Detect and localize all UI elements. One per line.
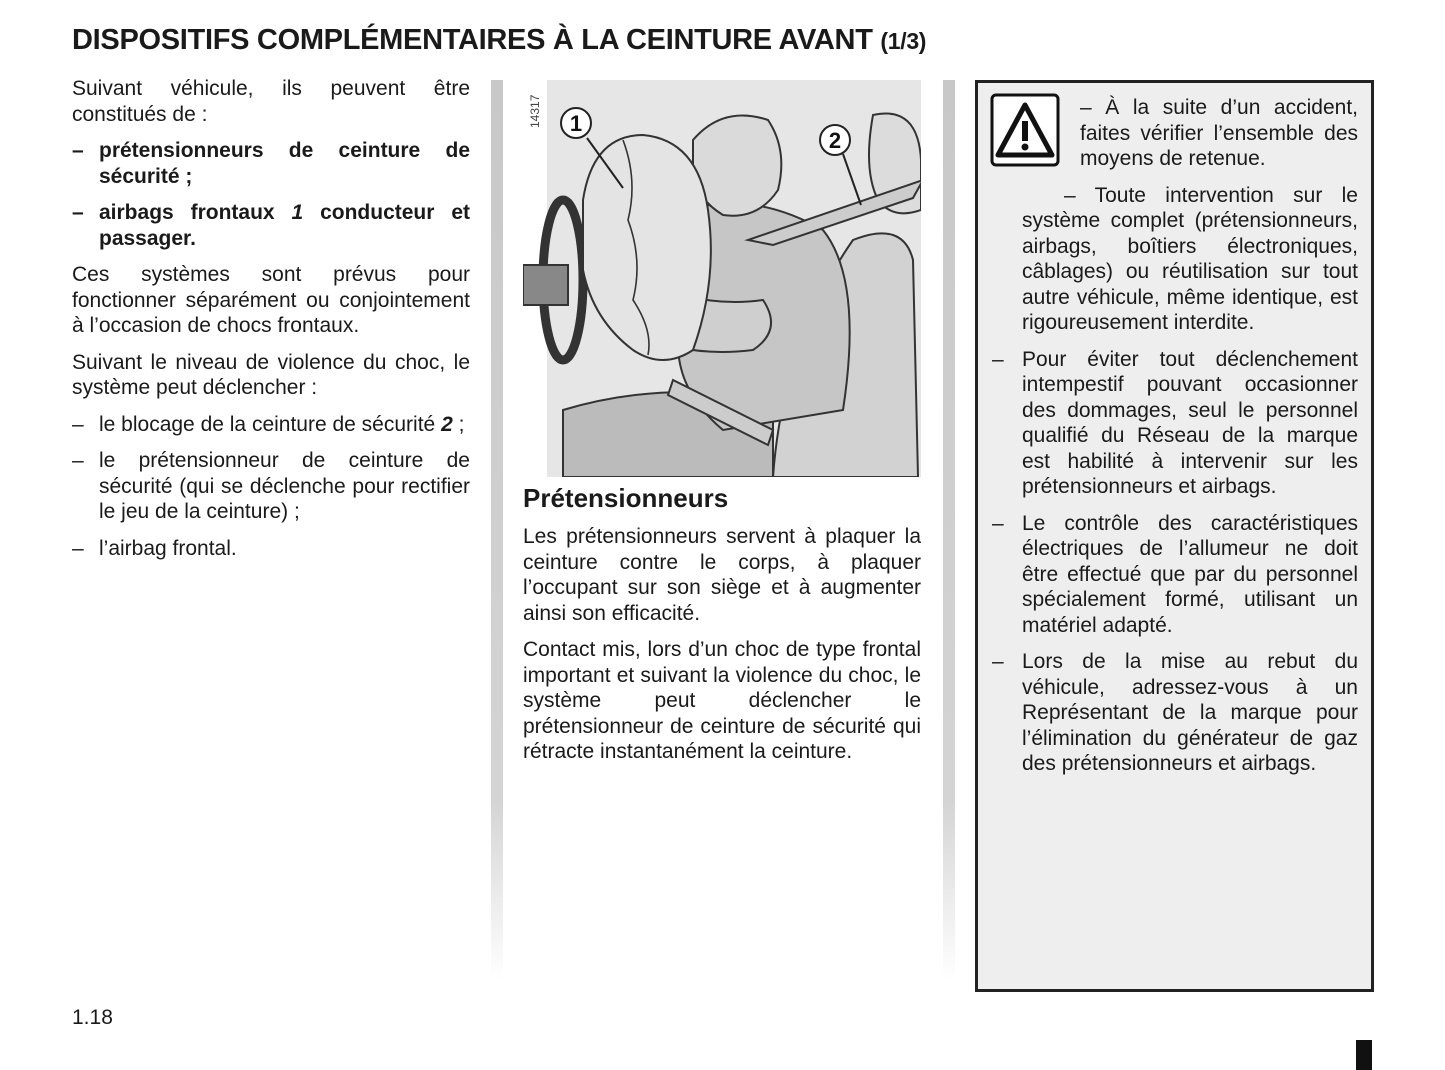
callout-1-label: 1 bbox=[569, 111, 583, 136]
list-item bbox=[72, 138, 470, 189]
list-item-text: Le contrôle des caractéristiques électriques de l’allumeur ne doit être effectué que par du personnel spécialement formé, utilisant un matériel adapté. bbox=[1022, 511, 1358, 637]
page-title bbox=[72, 24, 926, 57]
body-paragraph: Contact mis, lors d’un choc de type frontal important et suivant la violence du choc, le système peut déclencher le prétensionneur de ceinture de sécurité qui rétracte instantanément la ceinture. bbox=[523, 638, 921, 763]
warning-list bbox=[992, 347, 1358, 777]
column-divider bbox=[943, 80, 955, 980]
list-item-text: airbags frontaux bbox=[99, 201, 292, 224]
section-heading: Prétensionneurs bbox=[523, 483, 729, 513]
dash-marker: – bbox=[72, 536, 84, 560]
list-item-text: Lors de la mise au rebut du véhicule, adressez-vous à un Représentant de la marque pour l’élimination du générateur de gaz des prétensionneurs et airbags. bbox=[1022, 650, 1358, 775]
figure-ref-code: 14317 bbox=[528, 94, 542, 128]
list-item bbox=[72, 536, 470, 562]
list-item bbox=[992, 511, 1358, 639]
list-item-text: le prétensionneur de ceinture de sécurité (qui se déclenche pour rectifier le jeu de la ceinture) ; bbox=[99, 449, 470, 523]
list-item bbox=[72, 448, 470, 525]
title-page-indicator: (1/3) bbox=[880, 28, 927, 54]
warning-paragraph: – À la suite d’un accident, faites vérifier l’ensemble des moyens de retenue. bbox=[1080, 96, 1358, 170]
list-item-text: l’airbag frontal. bbox=[99, 536, 237, 560]
list-item-text: prétensionneurs de ceinture de sécurité ; bbox=[99, 139, 470, 188]
trigger-list bbox=[72, 412, 470, 562]
device-list bbox=[72, 138, 470, 251]
dash-marker: – bbox=[992, 650, 1004, 673]
dash-marker: – bbox=[992, 347, 1004, 371]
left-column bbox=[72, 76, 470, 572]
list-item-text: le blocage de la ceinture de sécurité bbox=[99, 412, 442, 436]
column-divider bbox=[491, 80, 503, 980]
title-main: DISPOSITIFS COMPLÉMENTAIRES À LA CEINTURE AVANT bbox=[72, 24, 873, 56]
callout-2-label: 2 bbox=[828, 128, 842, 153]
airbag-illustration bbox=[523, 80, 921, 477]
body-paragraph: Les prétensionneurs servent à plaquer la ceinture contre le corps, à plaquer l’occupant sur son siège et à augmenter ainsi son efficacité. bbox=[523, 525, 921, 625]
list-item bbox=[72, 200, 470, 251]
list-item-text: ; bbox=[452, 412, 465, 436]
body-paragraph: Suivant le niveau de violence du choc, le système peut déclencher : bbox=[72, 350, 470, 399]
dash-marker: – bbox=[992, 511, 1004, 535]
page-edge-marker bbox=[1356, 1040, 1372, 1070]
warning-box bbox=[975, 80, 1374, 992]
airbag-drawing bbox=[523, 80, 921, 477]
dash-marker: – bbox=[72, 201, 84, 224]
list-item bbox=[992, 649, 1358, 777]
warning-text bbox=[992, 95, 1358, 788]
dash-marker: – bbox=[72, 449, 84, 472]
reference-number: 1 bbox=[291, 201, 304, 224]
steering-column-shape bbox=[523, 265, 568, 305]
reference-number: 2 bbox=[441, 412, 453, 436]
list-item-text: Pour éviter tout déclenchement intempestif pouvant occasionner des dommages, seul le personnel qualifié du Réseau de la marque est habilité à intervenir sur les prétensionneurs et airbags. bbox=[1022, 347, 1358, 498]
dash-marker: – bbox=[72, 412, 84, 436]
dash-marker: – bbox=[72, 139, 84, 162]
intro-paragraph: Suivant véhicule, ils peuvent être constitués de : bbox=[72, 77, 470, 126]
list-item bbox=[72, 412, 470, 438]
middle-column bbox=[523, 482, 921, 776]
list-item bbox=[992, 347, 1358, 500]
page-number: 1.18 bbox=[72, 1006, 113, 1029]
warning-paragraph: – Toute intervention sur le système complet (prétensionneurs, airbags, boîtiers électroniques, câblages) ou réutilisation sur tout autre véhicule, même identique, est rigoureusement interdite. bbox=[1022, 183, 1358, 334]
list-item-text: conducteur et passager. bbox=[99, 201, 470, 250]
body-paragraph: Ces systèmes sont prévus pour fonctionner séparément ou conjointement à l’occasion de chocs frontaux. bbox=[72, 263, 470, 337]
